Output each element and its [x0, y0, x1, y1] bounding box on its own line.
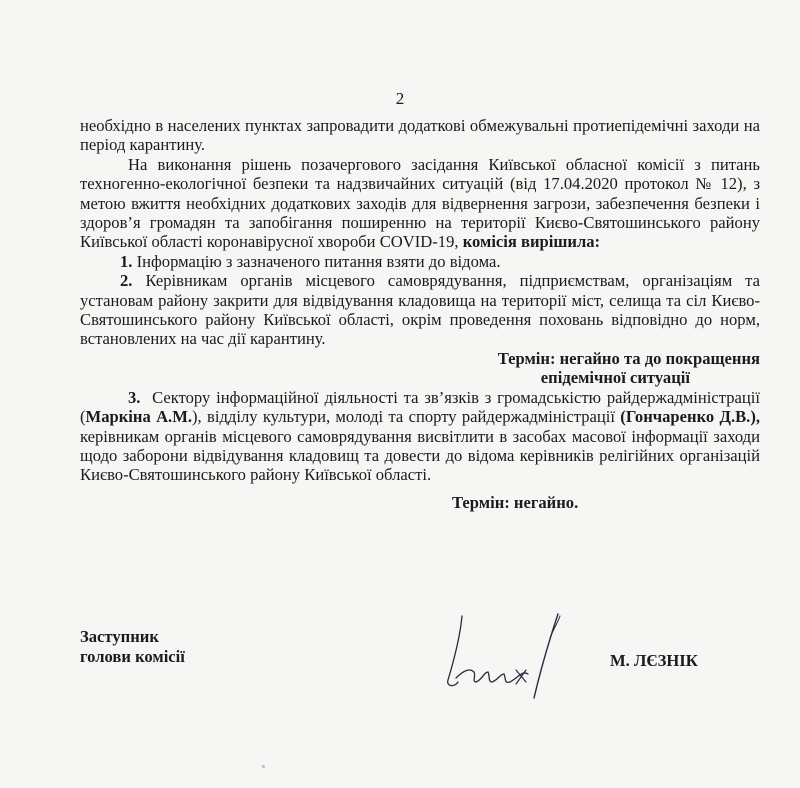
item-3-person-1: Маркіна А.М.	[85, 407, 193, 427]
preamble-text: На виконання рішень позачергового засідання Київської обласної комісії з питань техногенно-екологічної безпеки та надзвичайних ситуацій (від 17.04.2020 протокол № 12), з метою вжиття необхідних додаткових заходів для відвернення загрози, забезпечення безпеки і здоров’я громадян та запобігання поширенню на території Києво-Святошинського району Київської області коронавірусної хвороби COVID-19,	[80, 154, 760, 252]
item-3-person-2: (Гончаренко Д.В.),	[620, 407, 760, 427]
item-3-text-3: керівникам органів місцевого самоврядування висвітлити в засобах масової інформації заходи щодо заборони відвідування кладовищ та довести до відома керівників релігійних організацій Києво-Святошинського району Київської області.	[80, 426, 760, 485]
deadline-1	[80, 349, 760, 388]
item-3-number: 3.	[128, 387, 141, 407]
deadline-1-line-1: Термін: негайно та до покращення	[497, 348, 760, 368]
scan-speck	[262, 765, 265, 768]
item-3-text-2: ), відділу культури, молоді та спорту райдержадміністрації	[192, 407, 621, 427]
signatory-title-line-2: голови комісії	[80, 647, 185, 666]
signatory-name: М. ЛЄЗНІК	[610, 651, 698, 670]
page-number: 2	[395, 89, 405, 108]
decision-item-2	[80, 271, 760, 349]
document-body	[80, 116, 760, 512]
decision-heading: комісія вирішила:	[462, 232, 601, 252]
item-1-text: Інформацію з зазначеного питання взяти до відома.	[136, 251, 501, 271]
item-3-text-1: Сектору інформаційної діяльності та зв’язків з громадськістю райдержадміністрації (	[80, 387, 760, 427]
deadline-2: Термін: негайно.	[452, 492, 579, 512]
deadline-1-line-2: епідемічної ситуації	[540, 368, 690, 388]
decision-item-1	[80, 252, 760, 271]
signatory-title	[80, 627, 185, 667]
item-2-text: Керівникам органів місцевого самоврядування, підприємствам, організаціям та установам району закрити для відвідування кладовища на території міст, селища та сіл Києво-Святошинського району Київської області, окрім проведення поховань відповідно до норм, встановлених на час дії карантину.	[80, 271, 760, 349]
signatory-title-line-1: Заступник	[80, 627, 159, 646]
item-1-number: 1.	[120, 251, 133, 271]
paragraph-continuation: необхідно в населених пунктах запровадити додаткові обмежувальні протиепідемічні заходи на період карантину.	[80, 116, 760, 155]
decision-item-3	[80, 388, 760, 485]
item-2-number: 2.	[120, 271, 133, 291]
paragraph-preamble	[80, 155, 760, 252]
handwritten-signature	[430, 598, 580, 708]
